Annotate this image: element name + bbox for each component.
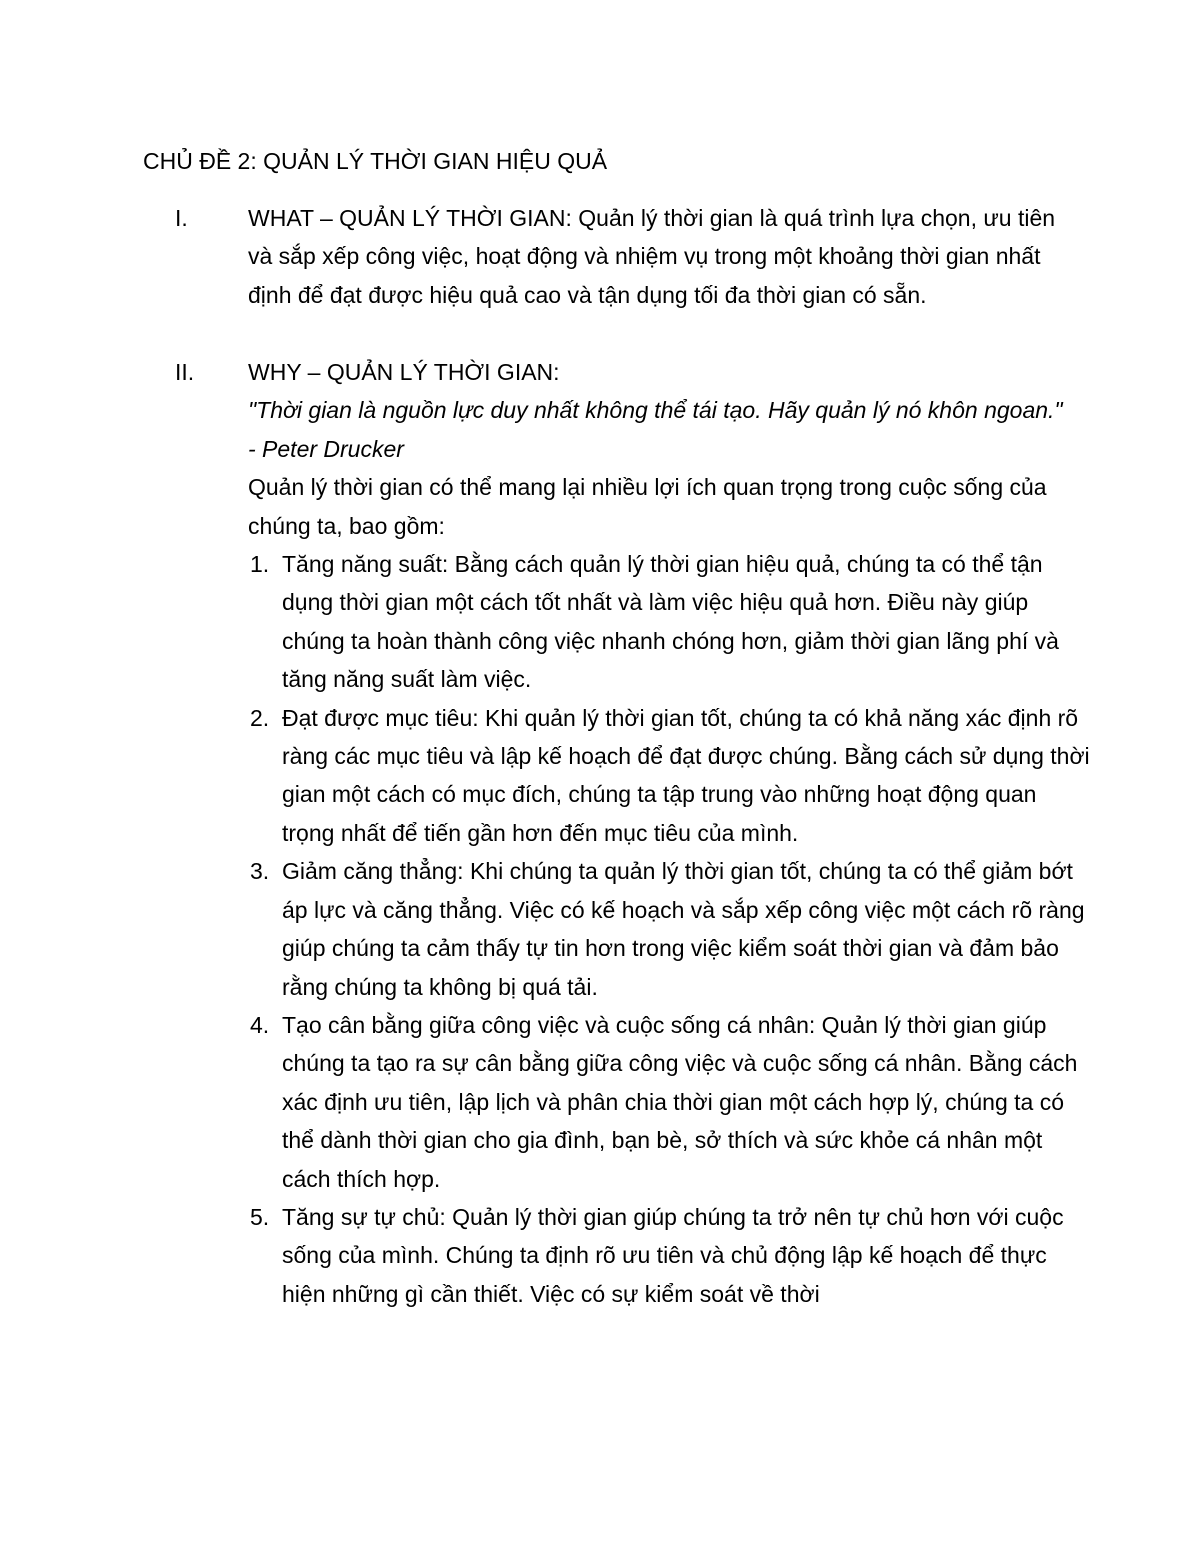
- list-item-text: Giảm căng thẳng: Khi chúng ta quản lý thời gian tốt, chúng ta có thể giảm bớt áp lực và căng thẳng. Việc có kế hoạch và sắp xếp công việc một cách rõ ràng giúp chúng ta cảm thấy tự tin hơn trong việc kiểm soát thời gian và đảm bảo rằng chúng ta không bị quá tải.: [282, 858, 1085, 1000]
- list-item-number: 3.: [250, 858, 270, 885]
- quote-text: "Thời gian là nguồn lực duy nhất không thể tái tạo. Hãy quản lý nó khôn ngoan." - Peter Drucker: [248, 397, 1063, 462]
- list-item-text: Tăng năng suất: Bằng cách quản lý thời gian hiệu quả, chúng ta có thể tận dụng thời gian một cách tốt nhất và làm việc hiệu quả hơn. Điều này giúp chúng ta hoàn thành công việc nhanh chóng hơn, giảm thời gian lãng phí và tăng năng suất làm việc.: [282, 551, 1059, 693]
- list-item-number: 1.: [250, 551, 270, 578]
- list-item-number: 5.: [250, 1203, 270, 1230]
- list-item: [248, 1198, 1092, 1313]
- section-why-body: [248, 353, 1090, 1313]
- list-item-number: 4.: [250, 1011, 270, 1038]
- section-why-heading: WHY – QUẢN LÝ THỜI GIAN:: [248, 359, 560, 385]
- section-what: [143, 199, 1143, 314]
- benefits-intro: Quản lý thời gian có thể mang lại nhiều lợi ích quan trọng trong cuộc sống của chúng ta, bao gồm:: [248, 474, 1047, 539]
- benefits-list: [248, 545, 1090, 1313]
- section-what-text: WHAT – QUẢN LÝ THỜI GIAN: Quản lý thời gian là quá trình lựa chọn, ưu tiên và sắp xếp công việc, hoạt động và nhiệm vụ trong một khoảng thời gian nhất định để đạt được hiệu quả cao và tận dụng tối đa thời gian có sẵn.: [248, 205, 1056, 308]
- list-item: [248, 699, 1092, 853]
- list-item-number: 2.: [250, 704, 270, 731]
- list-item: [248, 852, 1092, 1006]
- list-item: [248, 545, 1092, 699]
- document-title: CHỦ ĐỀ 2: QUẢN LÝ THỜI GIAN HIỆU QUẢ: [143, 148, 608, 174]
- list-item-text: Tăng sự tự chủ: Quản lý thời gian giúp chúng ta trở nên tự chủ hơn với cuộc sống của mình. Chúng ta định rõ ưu tiên và chủ động lập kế hoạch để thực hiện những gì cần thiết. Việc có sự kiểm soát về thời: [282, 1203, 1064, 1307]
- list-item-text: Tạo cân bằng giữa công việc và cuộc sống cá nhân: Quản lý thời gian giúp chúng ta tạo ra sự cân bằng giữa công việc và cuộc sống cá nhân. Bằng cách xác định ưu tiên, lập lịch và phân chia thời gian một cách hợp lý, chúng ta có thể dành thời gian cho gia đình, bạn bè, sở thích và sức khỏe cá nhân một cách thích hợp.: [282, 1011, 1078, 1192]
- list-item: [248, 1006, 1092, 1198]
- section-marker: I.: [175, 205, 188, 231]
- list-item-text: Đạt được mục tiêu: Khi quản lý thời gian tốt, chúng ta có khả năng xác định rõ ràng các mục tiêu và lập kế hoạch để đạt được chúng. Bằng cách sử dụng thời gian một cách có mục đích, chúng ta tập trung vào những hoạt động quan trọng nhất để tiến gần hơn đến mục tiêu của mình.: [282, 704, 1090, 846]
- section-why: [143, 353, 1143, 1313]
- section-marker: II.: [175, 359, 195, 385]
